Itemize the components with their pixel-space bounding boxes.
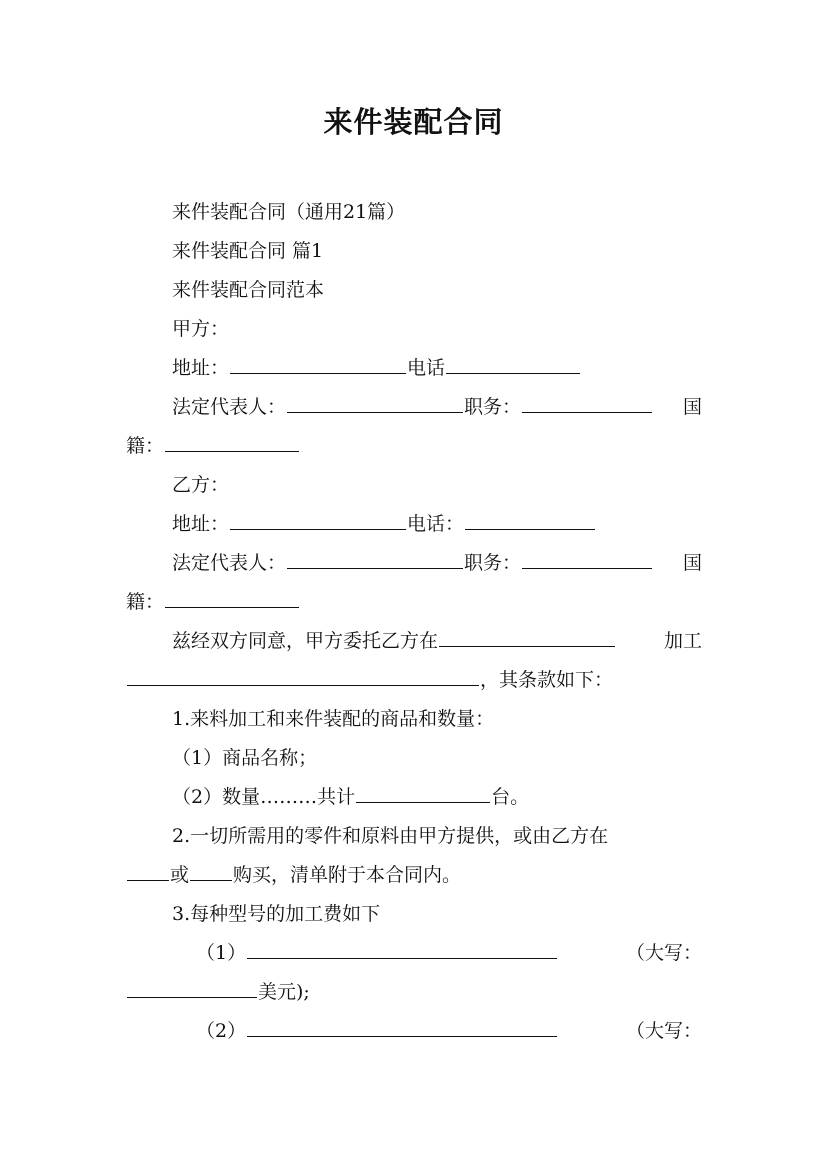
process-blank[interactable]: [127, 663, 479, 686]
representative-blank[interactable]: [287, 390, 463, 413]
paragraph-heading: [126, 193, 702, 232]
phone-label: 电话: [407, 357, 446, 379]
nationality-label-end: 籍：: [126, 435, 165, 457]
clause-2: [126, 817, 702, 856]
quantity-blank[interactable]: [356, 780, 490, 803]
party-a-label: [126, 310, 702, 349]
fee-2-blank[interactable]: [247, 1014, 557, 1037]
fee-line-2: [126, 1012, 702, 1051]
fee-1-capital-label: （大写：: [625, 942, 702, 964]
fee-2-capital-label: （大写：: [625, 1020, 702, 1042]
clause-1-text: 1.来料加工和来件装配的商品和数量：: [172, 708, 495, 730]
fee-2-number: （2）: [196, 1020, 247, 1042]
nationality-blank[interactable]: [165, 429, 299, 452]
clause-3: [126, 895, 702, 934]
clause-1-item-2: [126, 778, 702, 817]
section-text: 来件装配合同 篇1: [172, 240, 324, 262]
fee-1-number: （1）: [196, 942, 247, 964]
purchase-text: 购买，清单附于本合同内。: [233, 864, 462, 886]
clause-1: [126, 700, 702, 739]
address-blank[interactable]: [230, 351, 406, 374]
address-label: 地址：: [172, 513, 230, 535]
heading-text: 来件装配合同（通用21篇）: [172, 201, 406, 223]
party-b-text: 乙方：: [172, 474, 230, 496]
representative-blank[interactable]: [287, 546, 463, 569]
party-a-nationality-line: [126, 427, 702, 466]
position-blank[interactable]: [522, 546, 652, 569]
unit-text: 台。: [491, 786, 530, 808]
process-text: 加工: [663, 630, 702, 652]
fee-line-1-continued: [126, 973, 702, 1012]
nationality-label-start: 国: [682, 552, 702, 574]
nationality-label-end: 籍：: [126, 591, 165, 613]
agreement-terms-line: [126, 661, 702, 700]
party-b-nationality-line: [126, 583, 702, 622]
template-text: 来件装配合同范本: [172, 279, 325, 301]
position-label: 职务：: [464, 396, 522, 418]
purchase-place-blank-1[interactable]: [127, 858, 169, 881]
currency-text: 美元);: [258, 981, 310, 1003]
clause-3-text: 3.每种型号的加工费如下: [172, 903, 381, 925]
agreement-intro-line: [126, 622, 702, 661]
fee-line-1: [126, 934, 702, 973]
nationality-label-start: 国: [682, 396, 702, 418]
fee-1-capital-blank[interactable]: [127, 975, 257, 998]
phone-blank[interactable]: [465, 507, 595, 530]
clause-2-text: 2.一切所需用的零件和原料由甲方提供，或由乙方在: [172, 825, 609, 847]
phone-label: 电话：: [407, 513, 465, 535]
representative-label: 法定代表人：: [172, 552, 287, 574]
party-b-address-line: [126, 505, 702, 544]
representative-label: 法定代表人：: [172, 396, 287, 418]
position-blank[interactable]: [522, 390, 652, 413]
party-b-label: [126, 466, 702, 505]
position-label: 职务：: [464, 552, 522, 574]
agreement-text: 兹经双方同意，甲方委托乙方在: [172, 630, 439, 652]
fee-1-blank[interactable]: [247, 936, 557, 959]
paragraph-section: [126, 232, 702, 271]
address-label: 地址：: [172, 357, 230, 379]
nationality-blank[interactable]: [165, 585, 299, 608]
party-b-representative-line: [126, 544, 702, 583]
purchase-place-blank-2[interactable]: [190, 858, 232, 881]
document-body: [126, 193, 702, 1051]
party-a-address-line: [126, 349, 702, 388]
clause-2-continued: [126, 856, 702, 895]
phone-blank[interactable]: [446, 351, 580, 374]
or-text: 或: [170, 864, 190, 886]
clause-1-item-1: [126, 739, 702, 778]
paragraph-template: [126, 271, 702, 310]
location-blank[interactable]: [439, 624, 615, 647]
address-blank[interactable]: [230, 507, 406, 530]
document-title: 来件装配合同: [323, 105, 504, 139]
party-a-text: 甲方：: [172, 318, 230, 340]
item-2-text: （2）数量………共计: [172, 786, 356, 808]
item-1-text: （1）商品名称；: [172, 747, 318, 769]
terms-text: ，其条款如下：: [480, 669, 614, 691]
party-a-representative-line: [126, 388, 702, 427]
